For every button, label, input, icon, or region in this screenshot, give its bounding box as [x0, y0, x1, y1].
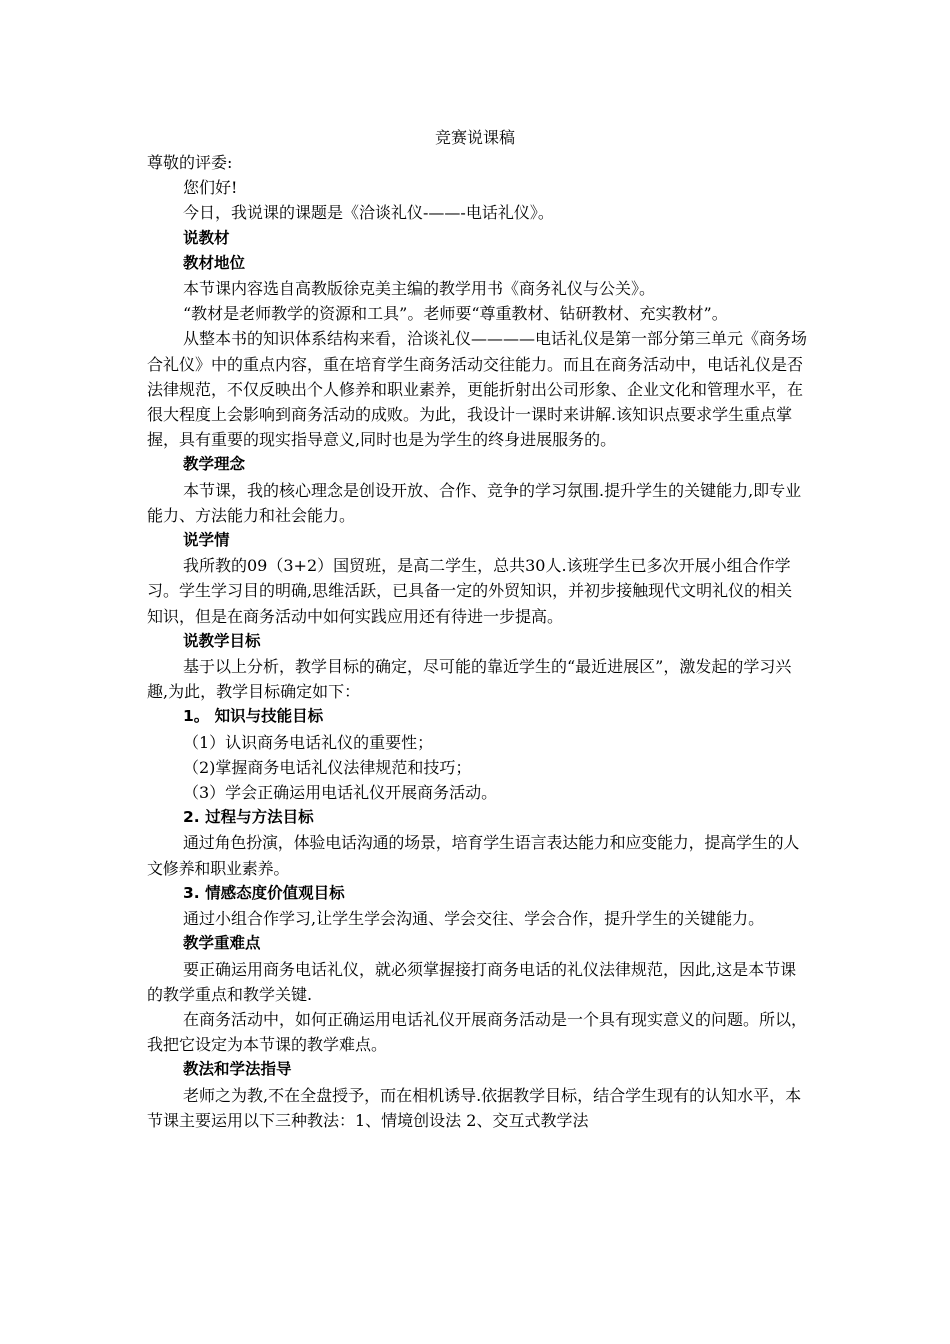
- section-heading-key-points: 教学重难点: [183, 934, 261, 953]
- list-item: （3）学会正确运用电话礼仪开展商务活动。: [183, 783, 498, 803]
- paragraph: 本节课，我的核心理念是创设开放、合作、竞争的学习氛围.提升学生的关键能力,即专业能力、方法能力和社会能力。: [147, 480, 802, 525]
- paragraph: 通过角色扮演，体验电话沟通的场景，培育学生语言表达能力和应变能力，提高学生的人文修养和职业素养。: [147, 833, 800, 878]
- section-heading-methods: 教法和学法指导: [183, 1060, 292, 1079]
- paragraph: 从整本书的知识体系结构来看，洽谈礼仪————电话礼仪是第一部分第三单元《商务场合礼仪》中的重点内容，重在培育学生商务活动交往能力。而且在商务活动中，电话礼仪是否法律规范，不仅反映出个人修养和职业素养，更能折射出公司形象、企业文化和管理水平，在很大程度上会影响到商务活动的成败。为此，我设计一课时来讲解.该知识点要求学生重点掌握，具有重要的现实指导意义,同时也是为学生的终身进展服务的。: [147, 329, 808, 450]
- paragraph: 在商务活动中，如何正确运用电话礼仪开展商务活动是一个具有现实意义的问题。所以，我把它设定为本节课的教学难点。: [147, 1009, 808, 1055]
- paragraph: 要正确运用商务电话礼仪，就必须掌握接打商务电话的礼仪法律规范，因此,这是本节课的教学重点和教学关键.: [147, 959, 797, 1004]
- hello-line: 您们好!: [183, 178, 238, 198]
- paragraph: 老师之为教,不在全盘授予，而在相机诱导.依据教学目标，结合学生现有的认知水平，本节课主要运用以下三种教法：1、情境创设法 2、交互式教学法: [147, 1085, 802, 1130]
- section-heading-textbook: 说教材: [183, 228, 230, 247]
- document-title: 竞赛说课稿: [434, 128, 515, 147]
- greeting: 尊敬的评委:: [147, 153, 233, 172]
- subheading-teaching-philosophy: 教学理念: [183, 455, 246, 474]
- section-heading-students: 说学情: [183, 531, 230, 550]
- subheading-textbook-position: 教材地位: [183, 253, 246, 272]
- paragraph: “教材是老师教学的资源和工具”。老师要“尊重教材、钻研教材、充实教材”。: [183, 304, 728, 324]
- document-body: [147, 150, 807, 1133]
- paragraph: 基于以上分析，教学目标的确定，尽可能的靠近学生的“最近进展区”，激发起的学习兴趣,为此，教学目标确定如下：: [147, 657, 792, 702]
- paragraph: 我所教的09（3+2）国贸班，是高二学生，总共30人.该班学生已多次开展小组合作学习。学生学习目的明确,思维活跃，已具备一定的外贸知识，并初步接触现代文明礼仪的相关知识，但是在商务活动中如何实践应用还有待进一步提高。: [147, 556, 793, 626]
- objective-heading-knowledge: 1。 知识与技能目标: [183, 707, 324, 726]
- section-heading-objectives: 说教学目标: [183, 631, 261, 650]
- list-item: （1）认识商务电话礼仪的重要性；: [183, 732, 434, 752]
- objective-heading-process: 2. 过程与方法目标: [183, 808, 314, 827]
- paragraph: 通过小组合作学习,让学生学会沟通、学会交往、学会合作，提升学生的关键能力。: [183, 909, 765, 929]
- intro-paragraph: 今日，我说课的课题是《洽谈礼仪-——-电话礼仪》。: [183, 203, 554, 223]
- paragraph: 本节课内容选自高教版徐克美主编的教学用书《商务礼仪与公关》。: [183, 279, 656, 299]
- list-item: （2)掌握商务电话礼仪法律规范和技巧；: [183, 757, 472, 777]
- objective-heading-emotion: 3. 情感态度价值观目标: [183, 883, 345, 902]
